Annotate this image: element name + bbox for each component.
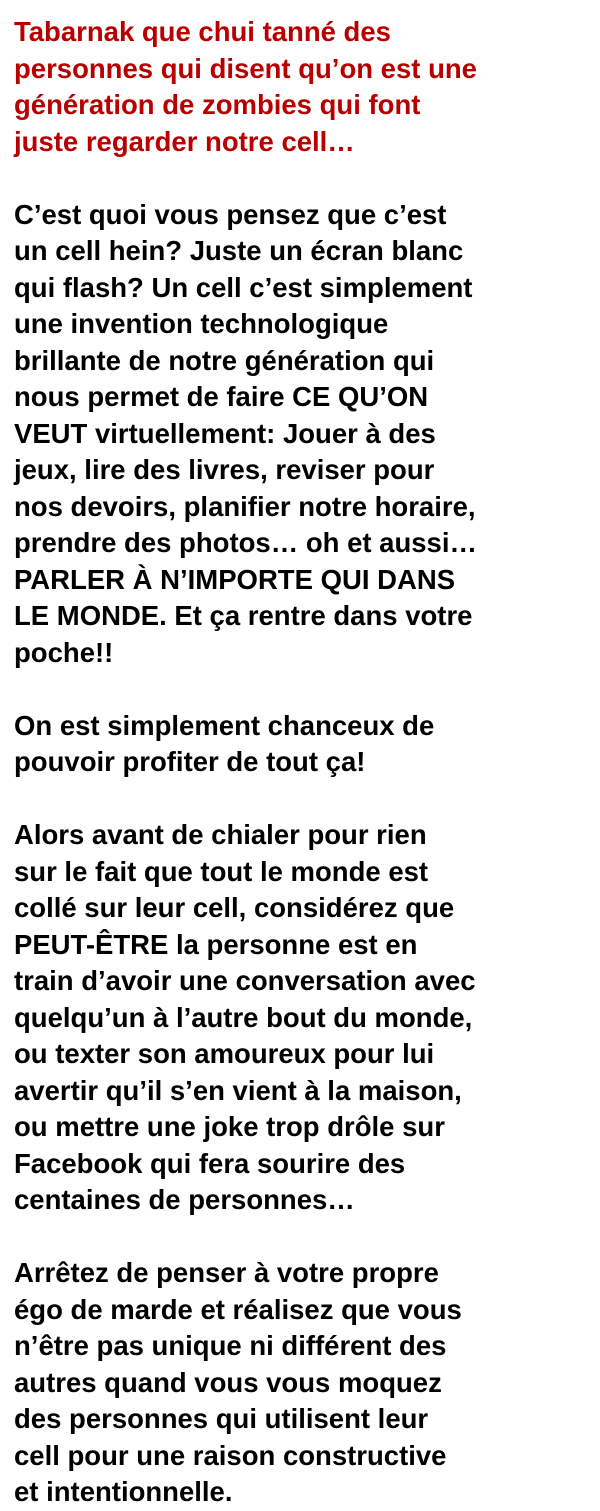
paragraph-2: On est simplement chanceux de pouvoir profiter de tout ça! — [14, 709, 435, 777]
paragraph-spacer — [14, 160, 594, 197]
text-post — [14, 14, 594, 1511]
paragraph-1: C’est quoi vous pensez que c’est un cell hein? Juste un écran blanc qui flash? Un cell c’est simplement une invention technologique brillante de notre génération qui nous permet de faire CE QU’ON VEUT virtuellement: Jouer à des jeux, lire des livres, reviser pour nos devoirs, planifier notre horaire, prendre des photos… oh et aussi… PARLER À N’IMPORTE QUI DANS LE MONDE. Et ça rentre dans votre poche!! — [14, 198, 477, 668]
paragraph-spacer — [14, 671, 594, 708]
paragraph-4: Arrêtez de penser à votre propre égo de marde et réalisez que vous n’être pas unique ni différent des autres quand vous vous moquez des personnes qui utilisent leur cell pour une raison constructive et intentionnelle. — [14, 1257, 462, 1507]
paragraph-spacer — [14, 1219, 594, 1256]
headline: Tabarnak que chui tanné des personnes qui disent qu’on est une génération de zombies qui font juste regarder notre cell… — [14, 16, 477, 157]
paragraph-spacer — [14, 781, 594, 818]
paragraph-3: Alors avant de chialer pour rien sur le fait que tout le monde est collé sur leur cell, considérez que PEUT-ÊTRE la personne est en train d’avoir une conversation avec quelqu’un à l’autre bout du monde, ou texter son amoureux pour lui avertir qu’il s’en vient à la maison, ou mettre une joke trop drôle sur Facebook qui fera sourire des centaines de personnes… — [14, 819, 476, 1215]
